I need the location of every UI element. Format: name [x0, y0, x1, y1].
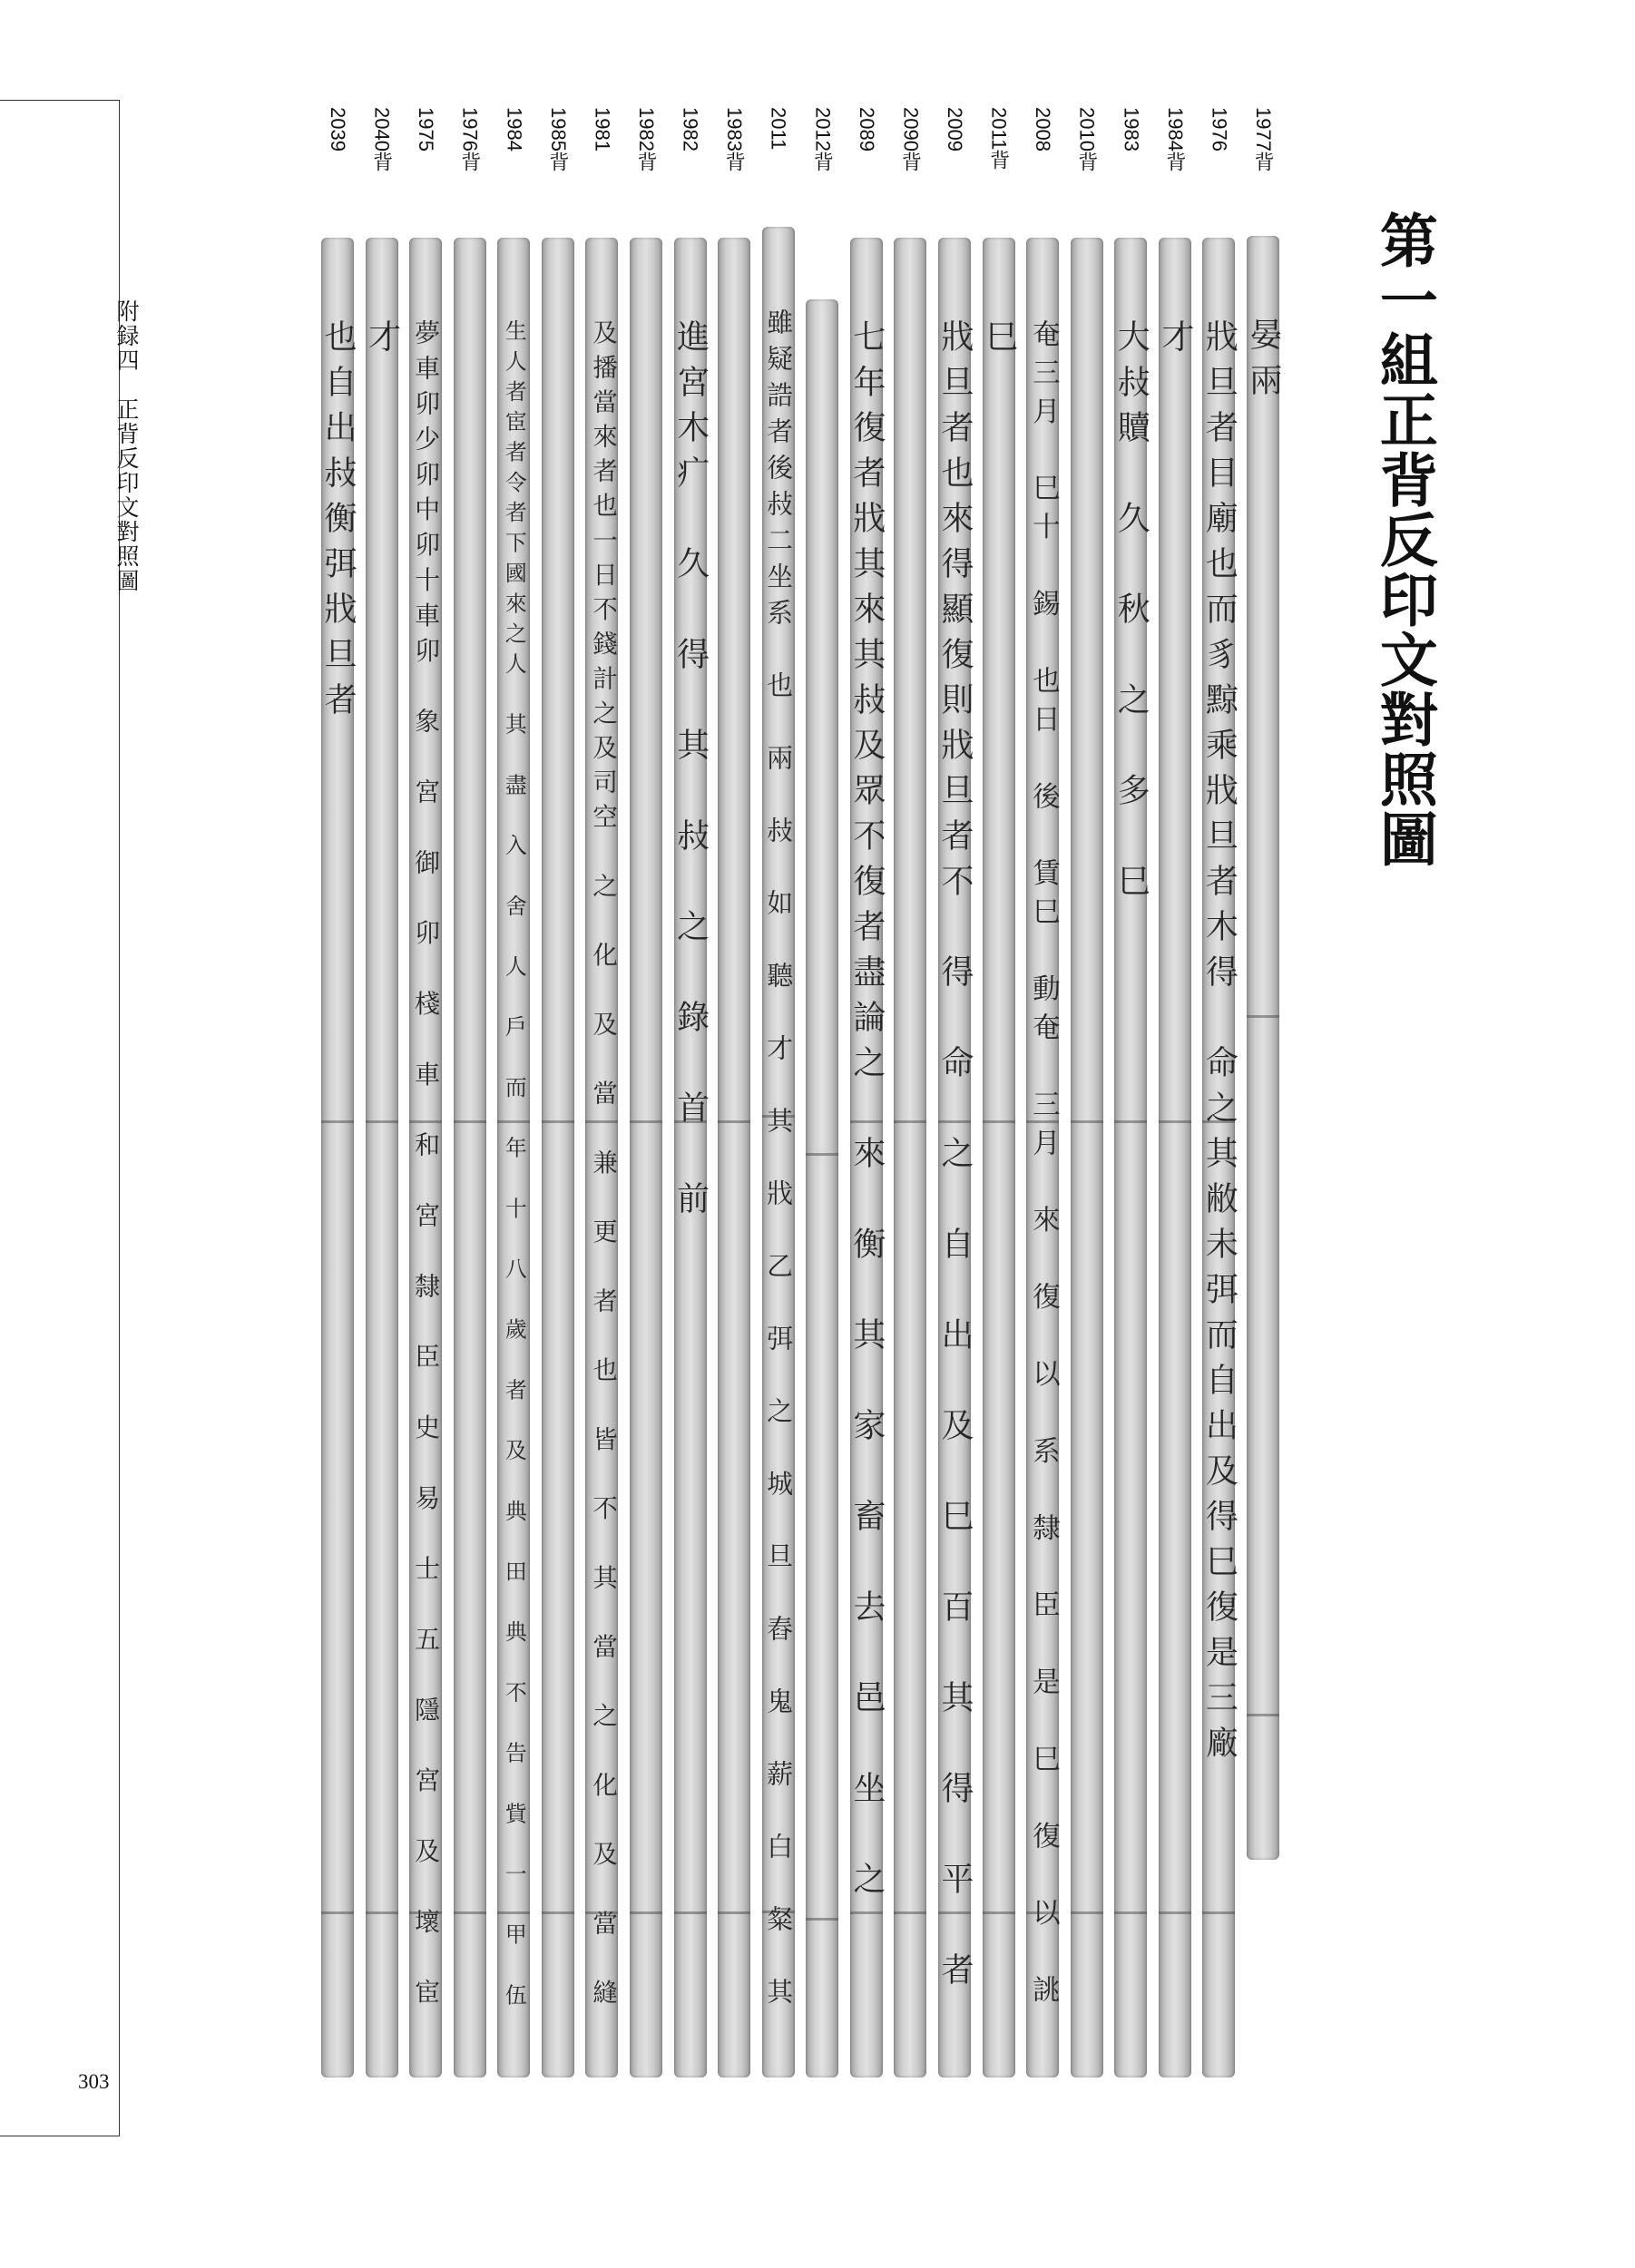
bamboo-strip: [409, 238, 442, 2077]
strip-text: 才: [1156, 319, 1194, 365]
strip-label: 2011: [767, 107, 790, 151]
strip-label: 1977背: [1252, 107, 1275, 171]
strip-text: 奄三月 巳十 錫 也日 後 賃巳 動奄 三月 來 復 以 系 隸 臣 是 巳 復 以 誂: [1027, 319, 1060, 2014]
strip-text: 夢車卯少卯中卯十車卯 象 宮 御 卯 棧 車 和 宮 隸 臣 史 易 士 五 隱 宮 及 壞 宦: [411, 319, 442, 2014]
strip-text: 七年復者戕其來其敊及眾不復者盡論之 來 衡 其 家 畜 去 邑 坐 之: [847, 319, 886, 1907]
strip-text: 大敊贖 久 秋 之 多 巳: [1112, 319, 1150, 909]
strip-label: 2090背: [899, 107, 923, 171]
strip-text: 戕旦者也來得顯復則戕旦者不 得 命 之 自 出 及 巳 百 其 得 平 者: [936, 319, 974, 1998]
strip-text: 進宮木疒 久 得 其 敊 之 錄 首 前: [671, 319, 710, 1227]
strip-label: 1976背: [458, 107, 482, 171]
bamboo-strip: [1156, 238, 1194, 2077]
bamboo-strip: [894, 238, 926, 2077]
bamboo-strip: [980, 238, 1018, 2077]
strip-label: 2011背: [987, 107, 1011, 171]
page-title: 第一組正背反印文對照圖: [1369, 210, 1438, 869]
strip-label: 1982背: [635, 107, 658, 171]
strip-label: 2089: [855, 107, 878, 152]
strip-label: 1983: [1120, 107, 1143, 152]
strip-label: 1984: [503, 107, 526, 152]
strip-text: 晏兩: [1245, 318, 1282, 408]
strip-label: 2009: [944, 107, 966, 152]
strip-label: 1975: [415, 107, 438, 152]
bamboo-strip: [936, 238, 974, 2077]
strip-text: 生人者宦者令者下國來之人 其 盡 入 舍 人 戶 而 年 十 八 歲 者 及 典 田 典 不 告 貲 一 甲 伍: [501, 319, 527, 2014]
bamboo-strip: [1200, 238, 1238, 2077]
strip-text: 才: [363, 319, 401, 365]
strip-label: 1982: [679, 107, 702, 152]
strip-text: 巳: [980, 319, 1018, 365]
strip-text: 雖疑誥者後敊二坐系 也 兩 敊 如 聽 才 其 戕 乙 弭 之 城 旦 舂 鬼 薪 白 粲 其: [763, 308, 795, 2014]
strip-label: 1976: [1208, 107, 1231, 152]
strip-label: 1985背: [546, 107, 570, 171]
strip-label: 1983背: [723, 107, 747, 171]
strip-text: 也自出敊衡弭戕旦者: [319, 319, 357, 728]
bamboo-strip: [847, 238, 886, 2077]
bamboo-strip: [542, 238, 574, 2077]
strip-label: 2008: [1032, 107, 1055, 152]
bamboo-strip: [762, 227, 795, 2077]
bamboo-strip: [454, 238, 486, 2077]
strip-label: 1984背: [1163, 107, 1187, 171]
running-head: 附録四 正背反印文對照圖: [113, 299, 140, 593]
bamboo-strip: [319, 238, 357, 2077]
bamboo-strip: [1112, 238, 1150, 2077]
bamboo-strip: [671, 238, 710, 2077]
strip-label: 2039: [327, 107, 349, 152]
bamboo-strip: [1026, 238, 1059, 2077]
bamboo-strip: [585, 238, 618, 2077]
strip-label: 2040背: [370, 107, 394, 171]
bamboo-strip: [363, 238, 401, 2077]
strip-text: 及播當來者也一日不錢計之及司空 之 化 及 當 兼 更 者 也 皆 不 其 當 之 化 及 當 縫: [588, 319, 617, 2014]
bamboo-strip: [1071, 238, 1103, 2077]
strip-label: 1981: [591, 107, 614, 152]
bamboo-strip: [718, 238, 750, 2077]
bamboo-strip: [1245, 236, 1282, 1860]
bamboo-strip: [806, 299, 838, 2077]
bamboo-strip: [497, 238, 530, 2077]
strip-label: 2010背: [1075, 107, 1099, 171]
strip-label: 2012背: [811, 107, 835, 171]
bamboo-strip: [630, 238, 662, 2077]
strip-text: 戕旦者目廟也而豸黥乘戕旦者木得 命之其敝未弭而自出及得巳復是三廠: [1200, 319, 1238, 1771]
folio: 303: [78, 2070, 110, 2093]
